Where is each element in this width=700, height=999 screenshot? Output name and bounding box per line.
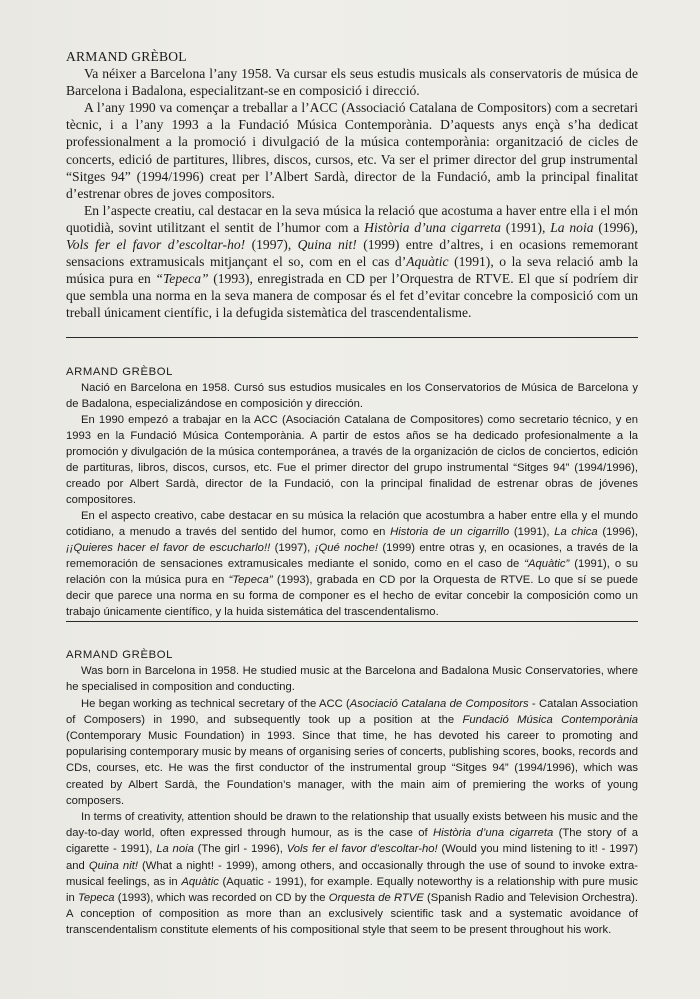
text-run: (The girl - 1996),: [193, 843, 287, 856]
spanish-paragraph-1: Nació en Barcelona en 1958. Cursó sus estudios musicales en los Conservatorios de Música de Barcelona y de Badalona, especializándose en composición y dirección.: [66, 382, 638, 410]
catalan-heading: ARMAND GRÈBOL: [66, 49, 187, 64]
work-title: Quina nit!: [297, 237, 357, 253]
english-paragraph-3: [66, 809, 638, 939]
text-run: (1993), enregistrada en CD per l’Orquestra de RTVE. El que sí podríem dir que sembla una norma en la seva manera de composar és el fet d’evitar concebre la composició com un treball únicament científic, i la defugida sistemàtica del trascendentalisme.: [66, 271, 639, 321]
organization-name: Orquesta de RTVE: [328, 892, 424, 905]
spanish-heading: ARMAND GRÈBOL: [66, 366, 173, 378]
text-run: (1991), o la seva relació amb la música pura en: [66, 254, 638, 287]
section-divider: [66, 337, 638, 338]
work-title: ¡¡Quieres hacer el favor de escucharlo!!: [66, 542, 271, 554]
work-title: La noia: [550, 219, 594, 235]
text-run: (What a night! - 1999), among others, and occasionally through the use of sound to invoke extra-musical feelings, as in: [66, 859, 639, 888]
organization-name: Asociació Catalana de Compositors: [349, 697, 529, 710]
text-run: (1999) entre otras y, en ocasiones, a través de la rememoración de sensaciones extramusicales mediante el sonido, como en el caso de: [66, 542, 638, 570]
text-run: - Catalan Association of Composers) in 1990, and subsequently took up a position at the: [66, 697, 638, 726]
text-run: (Would you mind listening to it! - 1997) and: [66, 843, 638, 872]
english-paragraph-1: Was born in Barcelona in 1958. He studied music at the Barcelona and Badalona Music Conservatories, where he specialised in composition and conducting.: [66, 665, 638, 694]
spanish-paragraph-3: [66, 508, 638, 620]
organization-name: Fundació Música Contemporània: [462, 713, 638, 726]
work-title: “Tepeca”: [228, 574, 273, 586]
work-title: “Aquàtic”: [524, 558, 570, 570]
english-section: [66, 647, 638, 939]
catalan-paragraph-3: [66, 202, 638, 322]
text-run: En el aspecto creativo, cabe destacar en su música la relación que acostumbra a haber entre ella y el mundo cotidiano, a menudo a través del sentido del humor, como en: [66, 510, 638, 538]
work-title: “Tepeca”: [155, 271, 209, 287]
text-run: (1997),: [270, 542, 315, 554]
text-run: (1999) entre d’altres, i en ocasions rememorant sensacions extramusicals mitjançant el so, com en el cas d’: [66, 237, 639, 270]
text-run: En l’aspecte creatiu, cal destacar en la seva música la relació que acostuma a haver entre ella i el món quotidià, sovint utilitzant el sentit de l’humor com a: [66, 202, 638, 235]
text-run: (1991), o su relación con la música pura en: [66, 558, 638, 586]
catalan-section: [66, 48, 638, 322]
work-title: Aquàtic: [406, 254, 449, 270]
text-run: (Aquatic - 1991), for example. Equally noteworthy is a relationship with pure music in: [66, 875, 638, 905]
text-run: (The story of a cigarette - 1991),: [66, 827, 638, 856]
text-run: (1993), which was recorded on CD by the: [114, 892, 329, 905]
english-heading: ARMAND GRÈBOL: [66, 649, 173, 661]
work-title: Tepeca: [78, 892, 115, 905]
work-title: Historia de un cigarrillo: [390, 526, 510, 538]
text-run: (1996),: [593, 219, 639, 235]
text-run: He began working as technical secretary of the ACC (: [81, 697, 350, 710]
work-title: Vols fer el favor d’escoltar-ho!: [66, 237, 246, 253]
text-run: (Spanish Radio and Television Orchestra). A conception of composition as more than an exclusively scientific task and a systematic avoidance of transcendentalism constitute elements of his compositional style that seem to be present throughout his work.: [66, 892, 638, 937]
work-title: ¡Qué noche!: [314, 542, 378, 554]
work-title: La noia: [156, 843, 194, 856]
catalan-paragraph-1: Va néixer a Barcelona l’any 1958. Va cursar els seus estudis musicals als conservatoris de música de Barcelona i Badalona, especialitzant-se en composició i direcció.: [66, 66, 638, 99]
text-run: (1997),: [245, 237, 298, 253]
spanish-paragraph-2: En 1990 empezó a trabajar en la ACC (Asociación Catalana de Compositores) como secretario técnico, y en 1993 en la Fundació Música Contemporània. A partir de estos años se ha dedicado profesionalmente a la promoción y divulgación de la música contemporánea, a través de la organización de ciclos de conciertos, edición de partituras, libros, discos, cursos, etc. Fue el primer director del grupo instrumental “Sitges 94” (1994/1996), creado por Albert Sardà, director de la Fundació, con la principal finalidad de estrenar obras de jóvenes compositores.: [66, 414, 638, 506]
work-title: Aquàtic: [181, 875, 219, 888]
english-paragraph-2: [66, 696, 638, 809]
text-run: (Contemporary Music Foundation) in 1993. Since that time, he has devoted his career to promoting and popularising contemporary music by means of organising series of concerts, publishing scores, books, records and CDs, courses, etc. He was the first conductor of the instrumental group “Sitges 94” (1994/1996), which was created by Albert Sardà, the Foundation’s manager, with the main aim of premiering the works of young composers.: [66, 730, 638, 807]
text-run: (1991),: [500, 219, 551, 235]
spanish-section: [66, 364, 638, 620]
text-run: (1996),: [597, 526, 638, 538]
text-run: In terms of creativity, attention should be drawn to the relationship that usually exists between his music and the day-to-day world, often expressed through humour, as is the case of: [66, 811, 638, 840]
work-title: Vols fer el favor d’escoltar-ho!: [286, 843, 438, 856]
section-divider: [66, 621, 638, 622]
catalan-paragraph-2: A l’any 1990 va començar a treballar a l’ACC (Associació Catalana de Compositors) com a secretari tècnic, i a l’any 1993 a la Fundació Música Contemporània. D’aquests anys ençà s’ha dedicat professionalment a la promoció i divulgació de la música contemporània: organització de cicles de concerts, edició de partitures, llibres, discos, cursos, etc. Va ser el primer director del grup instrumental “Sitges 94” (1994/1996) creat per l’Albert Sardà, director de la Fundació, amb la principal finalitat d’estrenar obres de joves compositors.: [66, 100, 638, 201]
work-title: Quina nit!: [88, 859, 138, 872]
work-title: Història d’una cigarreta: [433, 827, 554, 840]
text-run: (1991),: [509, 526, 555, 538]
text-run: (1993), grabada en CD por la Orquesta de RTVE. Lo que sí se puede decir que parece una norma en su forma de componer es el hecho de evitar concebir la composición como un trabajo únicamente científico, y la huida sistemática del trascendentalismo.: [66, 574, 638, 618]
work-title: La chica: [554, 526, 598, 538]
work-title: Història d’una cigarreta: [364, 219, 501, 235]
